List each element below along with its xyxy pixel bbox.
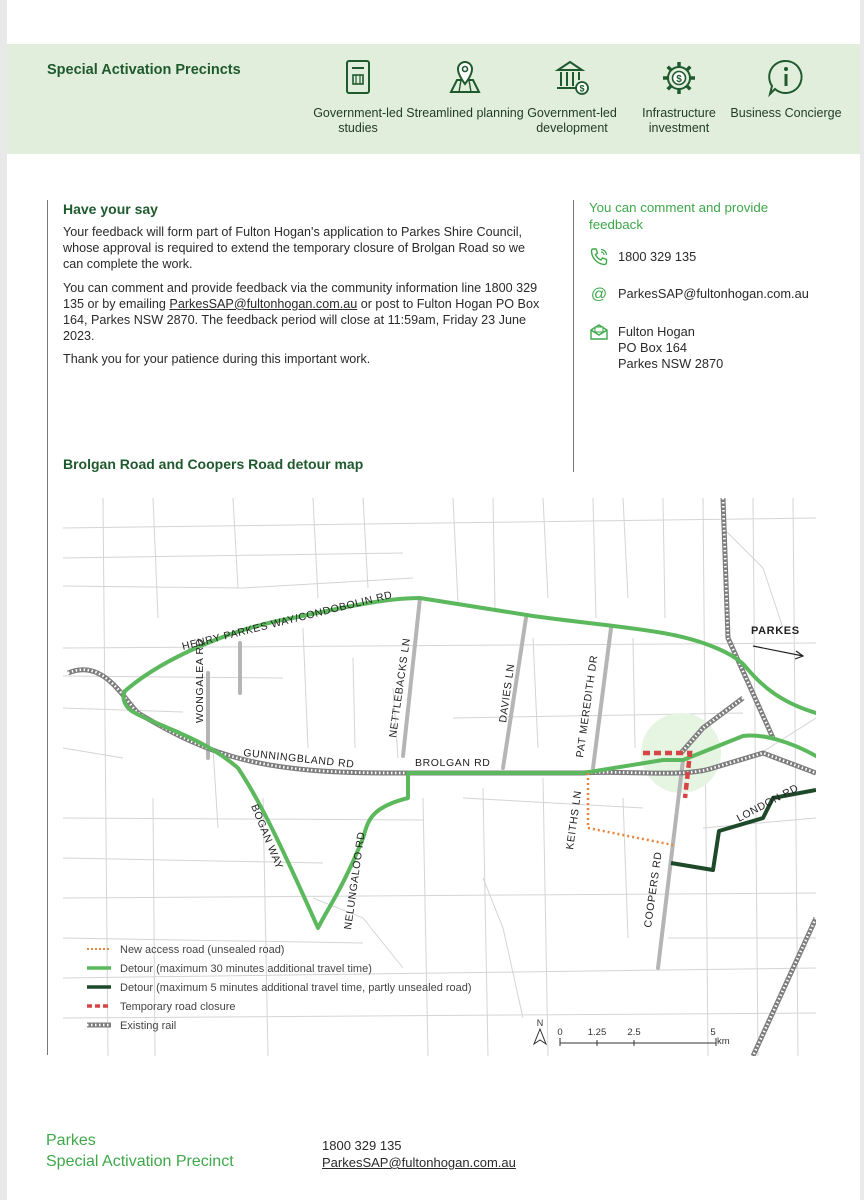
pillar-label: Infrastructure investment — [642, 106, 716, 135]
pillar-label: Government-led studies — [313, 106, 403, 135]
north-arrow — [534, 1018, 546, 1044]
building-dollar-icon — [552, 58, 592, 98]
footer-phone[interactable]: 1800 329 135 — [322, 1138, 402, 1153]
scale-unit: km — [717, 1036, 730, 1047]
detour-map — [63, 498, 816, 1056]
email-link[interactable]: ParkesSAP@fultonhogan.com.au — [169, 296, 358, 311]
svg-text:$: $ — [676, 74, 682, 85]
scale-tick: 0 — [557, 1027, 563, 1038]
label-nelungaloo: NELUNGALOO RD — [342, 830, 368, 931]
paragraph-text: You can comment and provide feedback via the community information line 1800 329 135 or by emailing — [63, 280, 538, 311]
pillar-label: Government-led development — [527, 106, 617, 135]
info-chat-icon — [766, 58, 806, 98]
pillar-business-concierge — [726, 58, 846, 121]
scale-tick: 2.5 — [627, 1027, 641, 1038]
pillar-label: Streamlined planning — [406, 106, 524, 120]
label-nettlebacks: NETTLEBACKS LN — [387, 637, 413, 739]
post-line: PO Box 164 — [618, 340, 688, 355]
document-icon — [338, 58, 378, 98]
paragraph: Thank you for your patience during this important work. — [63, 352, 371, 367]
parkes-arrow — [753, 646, 803, 659]
local-roads — [208, 598, 683, 968]
label-bogan-way: BOGAN WAY — [248, 802, 286, 872]
svg-text:@: @ — [590, 286, 608, 303]
scale-tick: 1.25 — [587, 1027, 607, 1038]
legend-label: Detour (maximum 30 minutes additional travel time) — [120, 963, 372, 975]
paragraph: Your feedback will form part of Fulton Hogan's application to Parkes Shire Council, whose approval is required to extend the temporary closure of Brolgan Road so we can complete the work. — [63, 225, 526, 272]
legend-label: New access road (unsealed road) — [120, 944, 285, 956]
svg-text:$: $ — [579, 83, 585, 94]
at-sign-icon — [589, 284, 609, 304]
mail-icon — [589, 322, 609, 342]
label-pat-meredith: PAT MEREDITH DR — [574, 654, 601, 759]
legend-label: Temporary road closure — [120, 1001, 236, 1013]
footer-precinct — [46, 1130, 234, 1172]
contact-email[interactable]: ParkesSAP@fultonhogan.com.au — [618, 286, 809, 301]
have-your-say-title: Have your say — [63, 201, 158, 217]
post-line: Fulton Hogan — [618, 324, 695, 339]
gear-dollar-icon — [659, 58, 699, 98]
map-canvas — [63, 498, 816, 1056]
legend-label: Existing rail — [120, 1020, 177, 1032]
footer-email[interactable]: ParkesSAP@fultonhogan.com.au — [322, 1155, 516, 1170]
pat-meredith-dr — [593, 628, 611, 768]
detour-5-min — [671, 790, 816, 870]
footer-line: Special Activation Precinct — [46, 1153, 234, 1170]
scale-tick: 5 — [710, 1027, 716, 1038]
north-label: N — [536, 1018, 544, 1028]
map-pin-icon — [445, 58, 485, 98]
label-gunningbland: GUNNINGBLAND RD — [242, 747, 356, 771]
scale-bar — [557, 1027, 729, 1047]
label-brolgan: BROLGAN RD — [415, 757, 491, 769]
label-davies: DAVIES LN — [497, 662, 518, 724]
paragraph — [63, 280, 547, 345]
phone-icon — [589, 247, 609, 267]
contact-phone[interactable]: 1800 329 135 — [618, 249, 697, 264]
map-legend — [87, 944, 472, 1032]
page — [7, 0, 860, 1200]
label-london: LONDON RD — [734, 781, 801, 825]
footer-line: Parkes — [46, 1132, 96, 1149]
legend-label: Detour (maximum 5 minutes additional travel time, partly unsealed road) — [120, 982, 472, 994]
pillar-government-led-development — [512, 58, 632, 136]
post-line: Parkes NSW 2870 — [618, 356, 724, 371]
label-parkes: PARKES — [751, 625, 800, 637]
paragraph-text: or post to Fulton Hogan PO Box 164, Parkes NSW 2870. The feedback period will close at 11:59am, Friday 23 June 2023. — [63, 296, 540, 344]
middle-rule — [573, 200, 574, 472]
label-henry-parkes: HENRY PARKES WAY/CONDOBOLIN RD — [180, 588, 394, 653]
left-rule — [47, 200, 48, 1055]
footer-contact — [322, 1137, 516, 1171]
label-wongalea: WONGALEA RD — [194, 638, 206, 723]
contact-title: You can comment and provide feedback — [589, 200, 769, 232]
label-coopers: COOPERS RD — [642, 850, 665, 929]
contact-post — [618, 324, 723, 372]
pillar-government-led-studies — [298, 58, 418, 136]
pillar-label: Business Concierge — [730, 106, 842, 120]
banner-title: Special Activation Precincts — [47, 62, 241, 78]
have-your-say-body — [63, 224, 547, 375]
label-keiths: KEITHS LN — [564, 789, 585, 851]
map-title: Brolgan Road and Coopers Road detour map — [63, 456, 364, 472]
sap-banner — [7, 44, 860, 154]
pillar-infrastructure-investment — [619, 58, 739, 136]
pillar-streamlined-planning — [405, 58, 525, 121]
